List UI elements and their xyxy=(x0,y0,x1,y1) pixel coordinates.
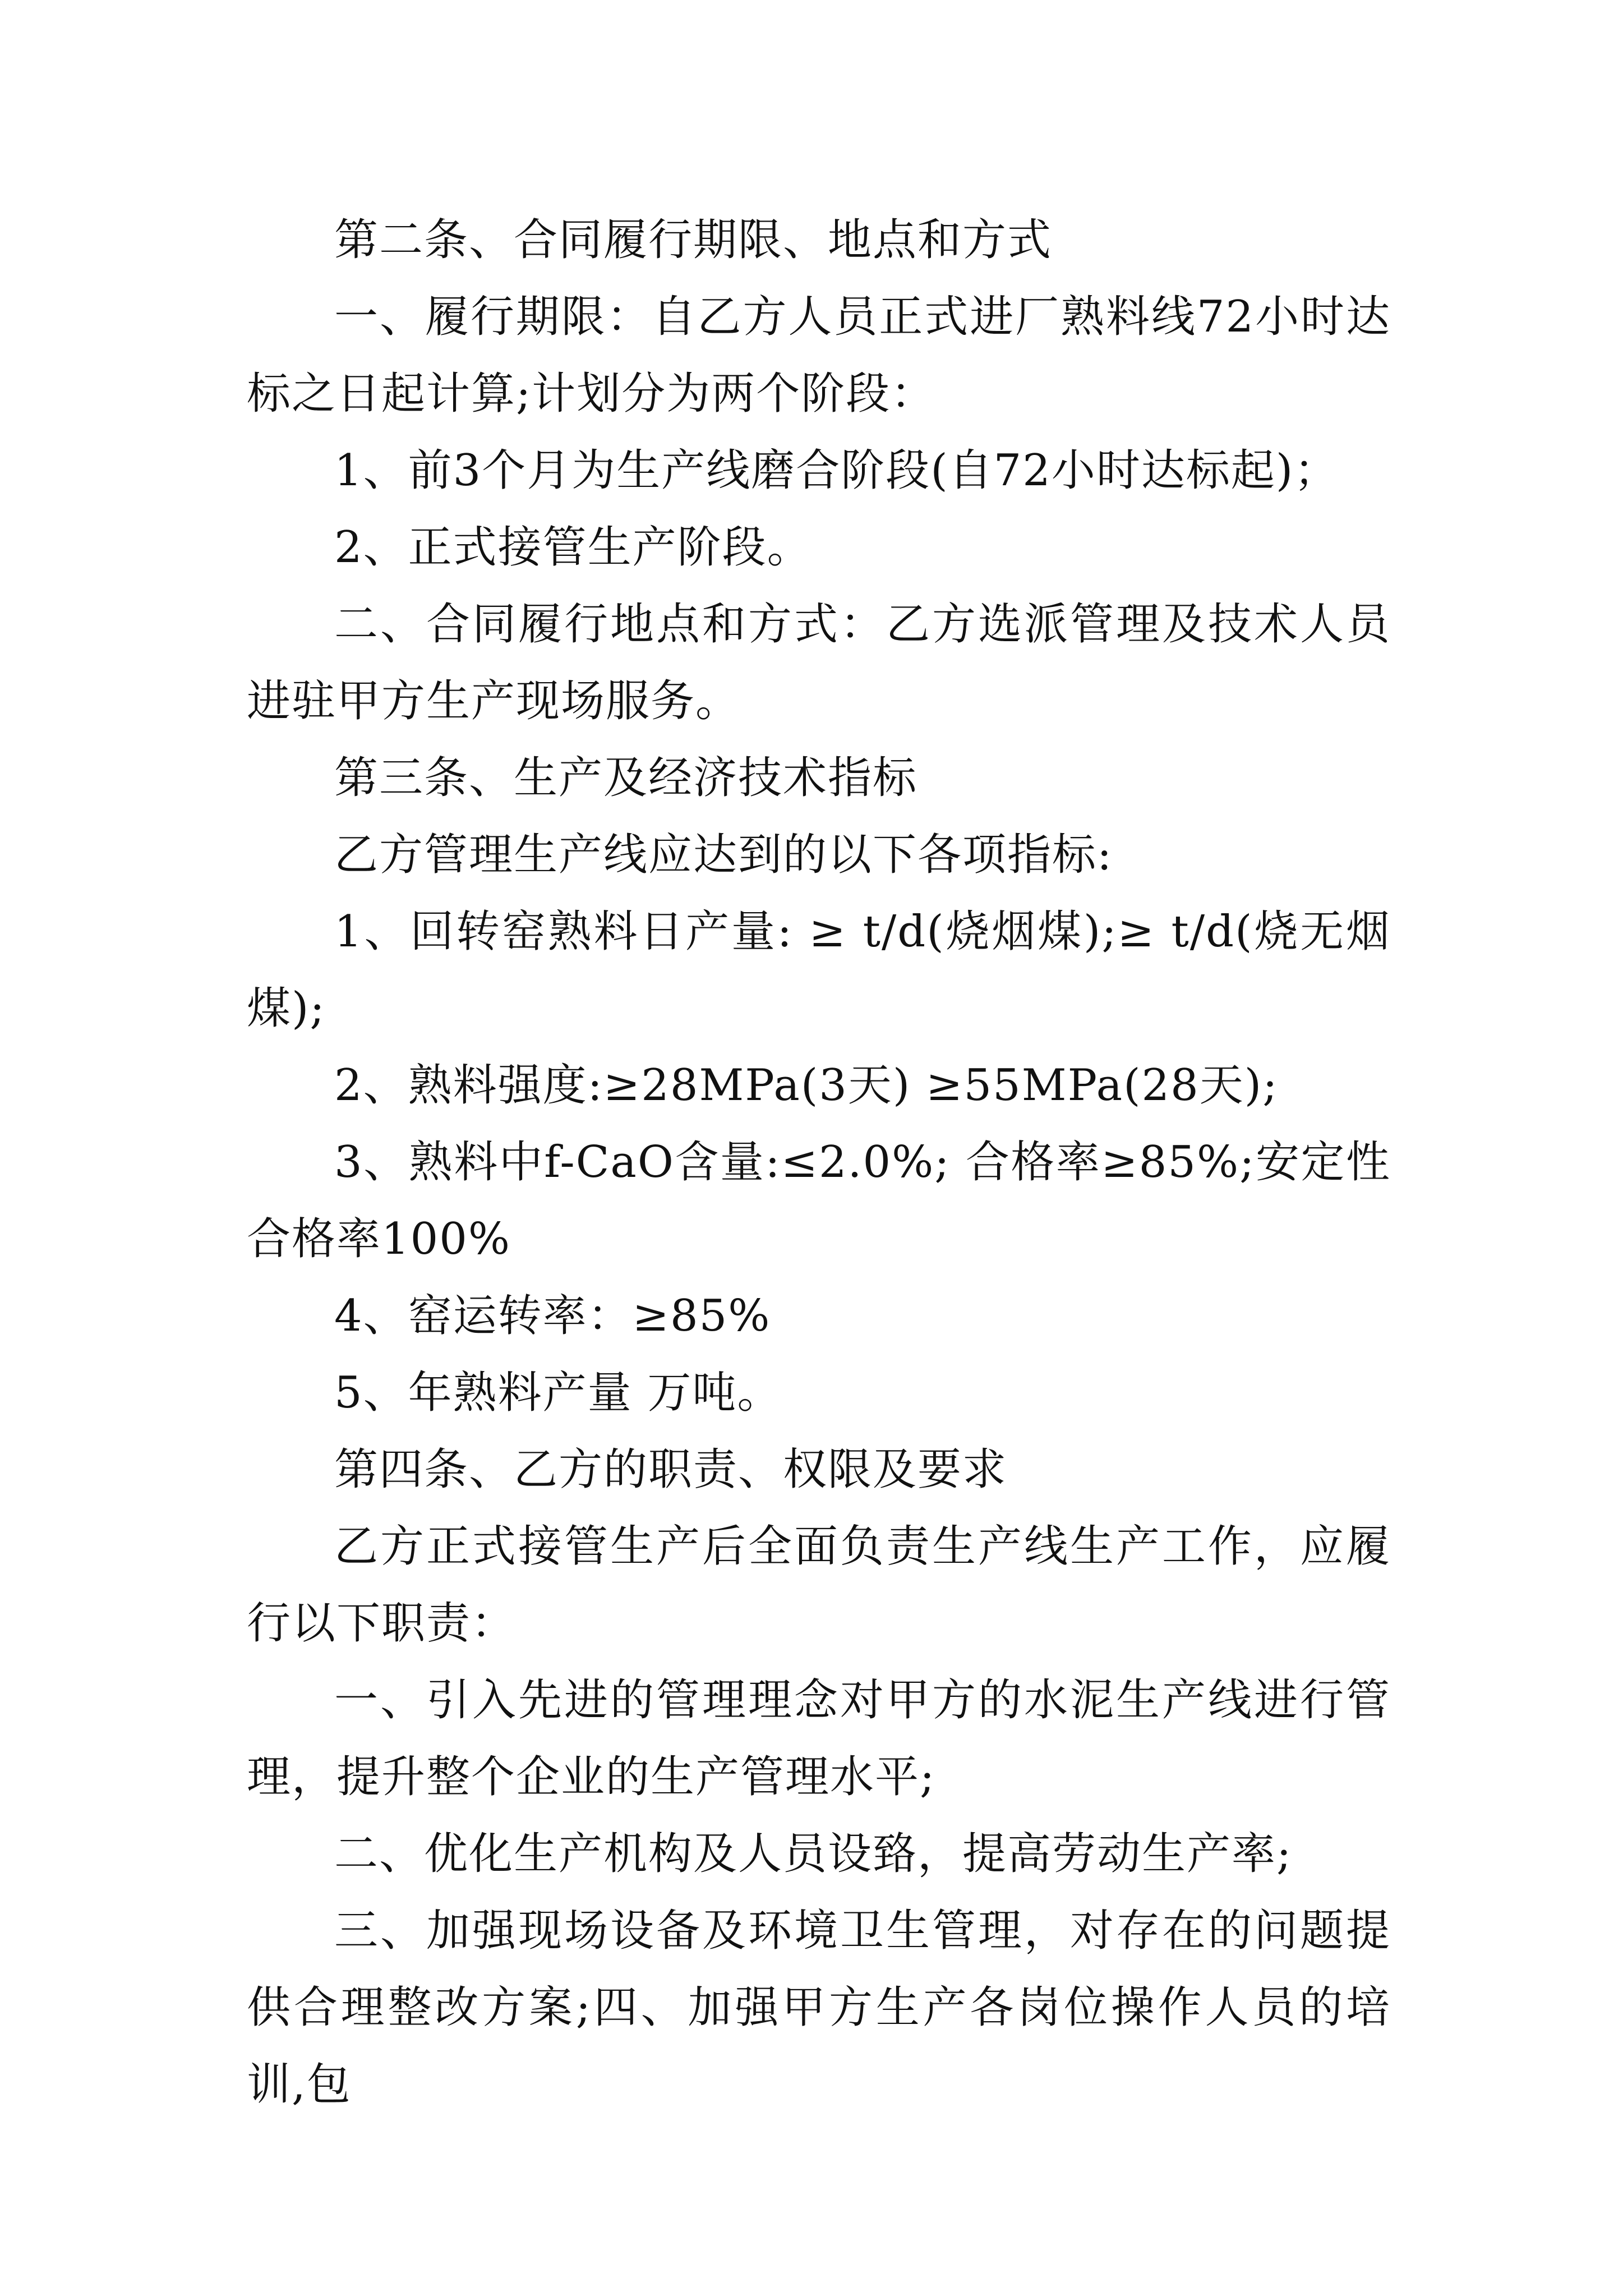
list-item-stage-2: 2、正式接管生产阶段。 xyxy=(334,522,812,573)
list-item-duty-2: 二、优化生产机构及人员设臵，提高劳动生产率; xyxy=(334,1829,1293,1879)
list-item-stage-1: 1、前3个月为生产线磨合阶段(自72小时达标起)； xyxy=(334,445,1339,496)
list-item-duty-3-4: 三、加强现场设备及环境卫生管理，对存在的问题提供合理整改方案;四、加强甲方生产各岗位操作人员的培训,包 xyxy=(247,1906,1391,2110)
paragraph-place-and-method: 二、合同履行地点和方式：乙方选派管理及技术人员进驻甲方生产现场服务。 xyxy=(247,599,1391,726)
list-item-indicator-4: 4、窑运转率：≥85% xyxy=(334,1291,771,1341)
list-item-indicator-3: 3、熟料中f-CaO含量:≤2.0%; 合格率≥85%;安定性合格率100% xyxy=(247,1137,1391,1264)
section-heading-article-3: 第三条、生产及经济技术指标 xyxy=(334,753,918,803)
paragraph-duties-intro: 乙方正式接管生产后全面负责生产线生产工作，应履行以下职责： xyxy=(247,1521,1391,1649)
list-item-duty-1: 一、引入先进的管理理念对甲方的水泥生产线进行管理，提升整个企业的生产管理水平; xyxy=(247,1675,1391,1802)
document-body xyxy=(247,202,1391,2123)
section-heading-article-2: 第二条、合同履行期限、地点和方式 xyxy=(334,215,1053,265)
section-heading-article-4: 第四条、乙方的职责、权限及要求 xyxy=(334,1444,1008,1495)
list-item-indicator-2: 2、熟料强度:≥28MPa(3天) ≥55MPa(28天); xyxy=(334,1060,1279,1111)
list-item-indicator-5: 5、年熟料产量 万吨。 xyxy=(334,1368,782,1418)
paragraph-indicators-intro: 乙方管理生产线应达到的以下各项指标: xyxy=(334,830,1113,880)
paragraph-term-period: 一、履行期限：自乙方人员正式进厂熟料线72小时达标之日起计算;计划分为两个阶段： xyxy=(247,292,1391,419)
list-item-indicator-1: 1、回转窑熟料日产量: ≥ t/d(烧烟煤);≥ t/d(烧无烟煤); xyxy=(247,907,1391,1034)
